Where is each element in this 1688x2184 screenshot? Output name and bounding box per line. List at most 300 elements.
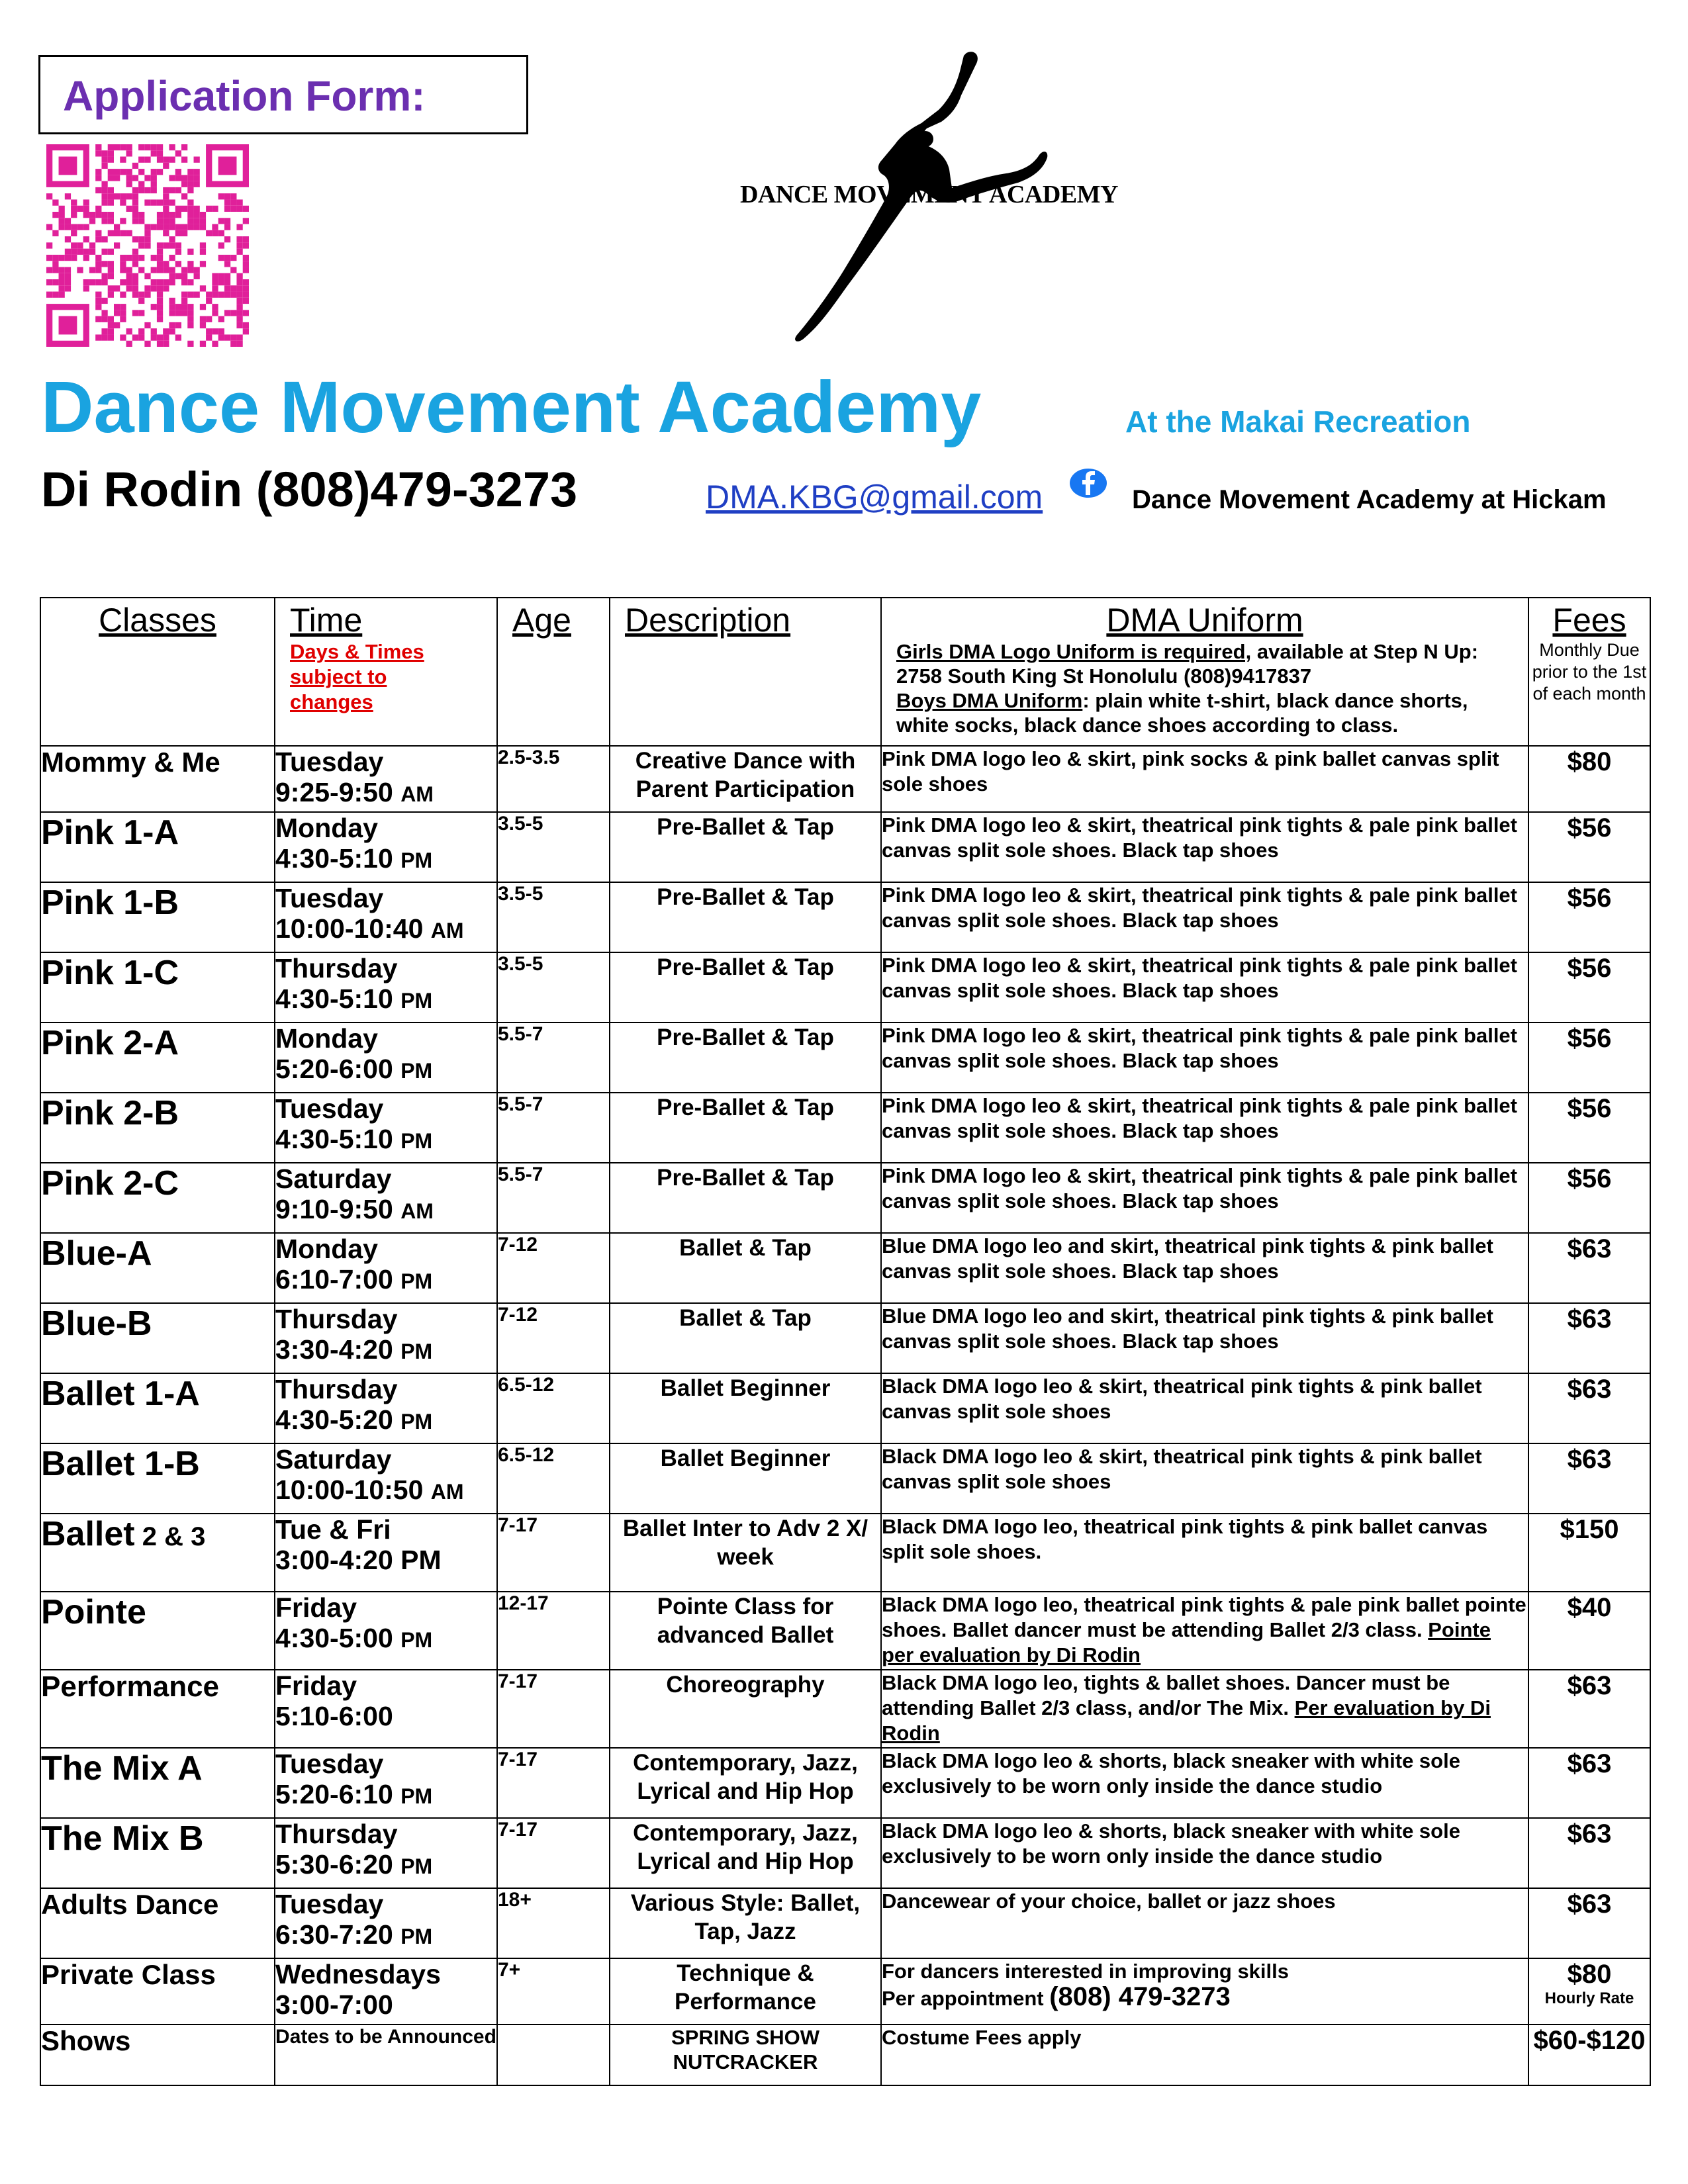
qr-module <box>151 267 157 273</box>
qr-module <box>126 267 132 273</box>
class-age: 7-17 <box>497 1748 610 1818</box>
qr-module <box>65 279 71 285</box>
class-time: Monday 5:20-6:00 PM <box>275 1023 497 1093</box>
qr-module <box>236 199 242 205</box>
qr-module <box>181 230 187 236</box>
qr-module <box>77 249 83 255</box>
qr-module <box>108 218 114 224</box>
qr-module <box>144 341 150 347</box>
qr-module <box>163 261 169 267</box>
class-description: Pre-Ballet & Tap <box>610 952 881 1023</box>
qr-module <box>212 292 218 298</box>
qr-module <box>163 242 169 248</box>
qr-module <box>169 273 175 279</box>
qr-module <box>169 304 175 310</box>
qr-module <box>101 163 107 169</box>
qr-module <box>224 261 230 267</box>
qr-module <box>138 255 144 261</box>
qr-module <box>126 285 132 291</box>
table-row <box>40 1443 1650 1514</box>
qr-module <box>132 255 138 261</box>
qr-module <box>157 212 163 218</box>
qr-module <box>218 279 224 285</box>
class-uniform: Dancewear of your choice, ballet or jazz shoes <box>881 1888 1528 1958</box>
qr-module <box>132 261 138 267</box>
qr-module <box>114 169 120 175</box>
qr-module <box>101 218 107 224</box>
class-description: Technique & Performance <box>610 1958 881 2025</box>
class-uniform: Black DMA logo leo & skirt, theatrical pink tights & pink ballet canvas split sole shoes <box>881 1443 1528 1514</box>
qr-module <box>175 334 181 340</box>
qr-module <box>151 144 157 150</box>
class-schedule-table <box>40 597 1651 2086</box>
qr-module <box>138 334 144 340</box>
qr-module <box>144 175 150 181</box>
table-row <box>40 882 1650 952</box>
class-fee: $63 <box>1528 1373 1650 1443</box>
qr-module <box>163 224 169 230</box>
class-name: Pink 1-A <box>40 812 275 882</box>
qr-module <box>95 230 101 236</box>
class-time: Dates to be Announced <box>275 2025 497 2085</box>
qr-module <box>151 150 157 156</box>
qr-module <box>230 285 236 291</box>
qr-module <box>46 279 52 285</box>
qr-module <box>169 187 175 193</box>
qr-module <box>224 292 230 298</box>
qr-module <box>83 279 89 285</box>
qr-module <box>77 206 83 212</box>
qr-module <box>59 285 65 291</box>
qr-module <box>101 298 107 304</box>
qr-module <box>126 181 132 187</box>
qr-module <box>144 144 150 150</box>
qr-module <box>218 193 224 199</box>
qr-module <box>52 199 58 205</box>
qr-module <box>71 224 77 230</box>
qr-module <box>120 292 126 298</box>
qr-module <box>230 193 236 199</box>
qr-module <box>101 261 107 267</box>
qr-module <box>132 273 138 279</box>
qr-module <box>132 175 138 181</box>
qr-module <box>187 341 193 347</box>
qr-module <box>181 279 187 285</box>
class-uniform: Pink DMA logo leo & skirt, theatrical pink tights & pale pink ballet canvas split sole shoes. Black tap shoes <box>881 882 1528 952</box>
qr-module <box>46 224 52 230</box>
qr-module <box>212 310 218 316</box>
qr-module <box>95 236 101 242</box>
qr-module <box>200 242 206 248</box>
qr-module <box>114 304 120 310</box>
table-row <box>40 2025 1650 2085</box>
class-uniform: Black DMA logo leo & shorts, black sneaker with white sole exclusively to be worn only inside the dance studio <box>881 1818 1528 1888</box>
class-time: Tuesday 5:20-6:10 PM <box>275 1748 497 1818</box>
qr-module <box>101 249 107 255</box>
qr-module <box>175 169 181 175</box>
qr-module <box>95 334 101 340</box>
qr-module <box>108 267 114 273</box>
class-uniform: For dancers interested in improving skills Per appointment (808) 479-3273 <box>881 1958 1528 2025</box>
class-age <box>497 2025 610 2085</box>
class-uniform: Pink DMA logo leo & skirt, theatrical pink tights & pale pink ballet canvas split sole shoes. Black tap shoes <box>881 952 1528 1023</box>
qr-module <box>169 255 175 261</box>
qr-module <box>120 199 126 205</box>
qr-module <box>138 218 144 224</box>
application-form-box <box>38 55 528 134</box>
qr-module <box>169 328 175 334</box>
class-uniform: Black DMA logo leo & shorts, black sneaker with white sole exclusively to be worn only inside the dance studio <box>881 1748 1528 1818</box>
qr-module <box>101 334 107 340</box>
qr-module <box>114 322 120 328</box>
qr-module <box>163 285 169 291</box>
qr-module <box>95 304 101 310</box>
qr-module <box>157 334 163 340</box>
qr-module <box>181 206 187 212</box>
class-age: 2.5-3.5 <box>497 746 610 812</box>
qr-module <box>59 267 65 273</box>
qr-module <box>101 199 107 205</box>
qr-module <box>187 249 193 255</box>
qr-module <box>200 218 206 224</box>
qr-module <box>169 175 175 181</box>
class-description: Pre-Ballet & Tap <box>610 1093 881 1163</box>
class-description: Pre-Ballet & Tap <box>610 1023 881 1093</box>
qr-module <box>157 298 163 304</box>
qr-module <box>101 328 107 334</box>
class-time: Wednesdays 3:00-7:00 <box>275 1958 497 2025</box>
qr-module <box>200 212 206 218</box>
qr-module <box>95 150 101 156</box>
qr-module <box>101 187 107 193</box>
qr-module <box>120 279 126 285</box>
class-description: Ballet & Tap <box>610 1233 881 1303</box>
qr-module <box>157 304 163 310</box>
qr-module <box>200 304 206 310</box>
qr-module <box>181 224 187 230</box>
qr-module <box>138 328 144 334</box>
qr-module <box>236 334 242 340</box>
qr-module <box>163 206 169 212</box>
table-row <box>40 1233 1650 1303</box>
class-age: 7+ <box>497 1958 610 2025</box>
qr-module <box>83 236 89 242</box>
class-name: Pink 2-B <box>40 1093 275 1163</box>
qr-module <box>114 144 120 150</box>
qr-module <box>114 175 120 181</box>
qr-module <box>144 285 150 291</box>
class-description: Pre-Ballet & Tap <box>610 882 881 952</box>
class-time: Thursday 4:30-5:10 PM <box>275 952 497 1023</box>
qr-module <box>71 206 77 212</box>
qr-module <box>187 292 193 298</box>
qr-module <box>83 224 89 230</box>
class-name: Ballet 2 & 3 <box>40 1514 275 1592</box>
class-fee: $150 <box>1528 1514 1650 1592</box>
qr-module <box>114 285 120 291</box>
facebook-icon[interactable] <box>1067 463 1107 503</box>
class-age: 7-12 <box>497 1303 610 1373</box>
qr-module <box>243 322 249 328</box>
qr-module <box>71 230 77 236</box>
class-name: Ballet 1-B <box>40 1443 275 1514</box>
contact-name-phone: Di Rodin (808)479-3273 <box>41 462 578 517</box>
qr-module <box>151 279 157 285</box>
qr-module <box>181 304 187 310</box>
qr-module <box>126 193 132 199</box>
class-fee: $63 <box>1528 1748 1650 1818</box>
email-link[interactable]: DMA.KBG@gmail.com <box>706 478 1043 516</box>
qr-module <box>175 230 181 236</box>
qr-module <box>138 144 144 150</box>
class-age: 12-17 <box>497 1592 610 1670</box>
qr-code[interactable] <box>46 144 249 347</box>
time-change-note: Days & Times subject to changes <box>290 640 424 713</box>
qr-module <box>243 279 249 285</box>
qr-module <box>200 224 206 230</box>
qr-module <box>132 236 138 242</box>
qr-module <box>157 242 163 248</box>
qr-module <box>132 206 138 212</box>
class-name: Adults Dance <box>40 1888 275 1958</box>
qr-module <box>101 316 107 322</box>
qr-module <box>224 236 230 242</box>
qr-module <box>218 292 224 298</box>
class-time: Thursday 5:30-6:20 PM <box>275 1818 497 1888</box>
qr-module <box>138 236 144 242</box>
qr-module <box>71 249 77 255</box>
header-time: Time Days & Times subject to changes <box>275 598 497 746</box>
qr-module <box>157 224 163 230</box>
qr-module <box>236 224 242 230</box>
qr-module <box>169 157 175 163</box>
academy-location: At the Makai Recreation <box>1125 404 1471 439</box>
qr-module <box>132 193 138 199</box>
qr-module <box>243 267 249 273</box>
qr-module <box>126 175 132 181</box>
qr-module <box>144 242 150 248</box>
qr-module <box>52 279 58 285</box>
qr-module <box>236 206 242 212</box>
qr-module <box>114 193 120 199</box>
qr-module <box>126 328 132 334</box>
qr-module <box>126 341 132 347</box>
class-description: Ballet Beginner <box>610 1373 881 1443</box>
class-description: Contemporary, Jazz, Lyrical and Hip Hop <box>610 1818 881 1888</box>
qr-module <box>77 224 83 230</box>
qr-module <box>187 181 193 187</box>
qr-module <box>243 328 249 334</box>
qr-module <box>194 157 200 163</box>
qr-module <box>157 285 163 291</box>
qr-module <box>236 249 242 255</box>
class-time: Saturday 9:10-9:50 AM <box>275 1163 497 1233</box>
qr-module <box>169 224 175 230</box>
qr-module <box>132 334 138 340</box>
class-uniform: Black DMA logo leo, theatrical pink tights & pale pink ballet pointe shoes. Ballet dancer must be attending Ballet 2/3 class. Pointe per evaluation by Di Rodin <box>881 1592 1528 1670</box>
qr-module <box>236 279 242 285</box>
qr-module <box>120 261 126 267</box>
qr-module <box>46 255 52 261</box>
class-age: 7-17 <box>497 1514 610 1592</box>
class-uniform: Pink DMA logo leo & skirt, theatrical pink tights & pale pink ballet canvas split sole shoes. Black tap shoes <box>881 1163 1528 1233</box>
qr-module <box>132 212 138 218</box>
table-row <box>40 952 1650 1023</box>
qr-module <box>212 224 218 230</box>
table-row <box>40 1670 1650 1748</box>
qr-module <box>132 218 138 224</box>
table-row <box>40 1818 1650 1888</box>
qr-module <box>120 334 126 340</box>
qr-module <box>157 310 163 316</box>
qr-module <box>65 224 71 230</box>
application-form-title: Application Form: <box>63 72 426 120</box>
class-fee: $40 <box>1528 1592 1650 1670</box>
qr-module <box>59 224 65 230</box>
qr-module <box>243 298 249 304</box>
qr-module <box>108 261 114 267</box>
qr-module <box>175 212 181 218</box>
class-time: Tuesday 9:25-9:50 AM <box>275 746 497 812</box>
qr-module <box>101 310 107 316</box>
class-description: Ballet & Tap <box>610 1303 881 1373</box>
qr-module <box>151 187 157 193</box>
qr-module <box>206 292 212 298</box>
qr-module <box>132 279 138 285</box>
qr-module <box>175 273 181 279</box>
class-time: Thursday 3:30-4:20 PM <box>275 1303 497 1373</box>
qr-module <box>175 206 181 212</box>
qr-module <box>181 175 187 181</box>
table-row <box>40 1748 1650 1818</box>
qr-module <box>169 267 175 273</box>
table-row <box>40 1023 1650 1093</box>
class-age: 5.5-7 <box>497 1023 610 1093</box>
qr-module <box>144 157 150 163</box>
qr-module <box>83 212 89 218</box>
qr-module <box>126 206 132 212</box>
qr-module <box>175 322 181 328</box>
qr-module <box>187 224 193 230</box>
qr-module <box>89 279 95 285</box>
qr-module <box>52 261 58 267</box>
qr-module <box>218 316 224 322</box>
table-row <box>40 1592 1650 1670</box>
class-name: The Mix A <box>40 1748 275 1818</box>
header-fees: Fees Monthly Due prior to the 1st of each month <box>1528 598 1650 746</box>
qr-module <box>95 279 101 285</box>
qr-module <box>163 334 169 340</box>
qr-module <box>175 175 181 181</box>
qr-module <box>126 230 132 236</box>
qr-module <box>230 292 236 298</box>
qr-module <box>138 298 144 304</box>
qr-module <box>126 144 132 150</box>
class-fee: $56 <box>1528 1093 1650 1163</box>
qr-module <box>138 212 144 218</box>
qr-module <box>157 249 163 255</box>
qr-module <box>95 212 101 218</box>
qr-module <box>157 341 163 347</box>
qr-module <box>126 273 132 279</box>
qr-module <box>212 285 218 291</box>
qr-module <box>175 304 181 310</box>
qr-module <box>101 150 107 156</box>
qr-module <box>108 292 114 298</box>
qr-module <box>108 334 114 340</box>
header-age: Age <box>497 598 610 746</box>
qr-module <box>108 187 114 193</box>
qr-module <box>138 169 144 175</box>
qr-module <box>157 157 163 163</box>
qr-module <box>59 206 65 212</box>
qr-module <box>151 181 157 187</box>
qr-module <box>46 193 52 199</box>
qr-module <box>101 181 107 187</box>
class-age: 7-17 <box>497 1670 610 1748</box>
qr-module <box>181 157 187 163</box>
class-time: Tue & Fri 3:00-4:20 PM <box>275 1514 497 1592</box>
class-description: Various Style: Ballet, Tap, Jazz <box>610 1888 881 1958</box>
class-age: 5.5-7 <box>497 1093 610 1163</box>
qr-module <box>187 199 193 205</box>
class-fee: $56 <box>1528 812 1650 882</box>
qr-module <box>151 304 157 310</box>
class-name: Blue-A <box>40 1233 275 1303</box>
table-row <box>40 1303 1650 1373</box>
class-age: 3.5-5 <box>497 812 610 882</box>
facebook-page-name[interactable]: Dance Movement Academy at Hickam <box>1132 485 1607 514</box>
qr-module <box>52 292 58 298</box>
qr-module <box>120 169 126 175</box>
qr-module <box>175 261 181 267</box>
class-description: Contemporary, Jazz, Lyrical and Hip Hop <box>610 1748 881 1818</box>
qr-module <box>230 267 236 273</box>
qr-module <box>194 267 200 273</box>
class-age: 6.5-12 <box>497 1443 610 1514</box>
qr-module <box>236 316 242 322</box>
qr-module <box>59 279 65 285</box>
class-fee: $56 <box>1528 1163 1650 1233</box>
qr-module <box>89 267 95 273</box>
qr-module <box>132 292 138 298</box>
qr-module <box>59 255 65 261</box>
qr-module <box>52 255 58 261</box>
qr-module <box>181 273 187 279</box>
qr-module <box>157 292 163 298</box>
qr-module <box>95 292 101 298</box>
qr-module <box>206 230 212 236</box>
qr-module <box>132 310 138 316</box>
qr-module <box>46 242 52 248</box>
class-time: Saturday 10:00-10:50 AM <box>275 1443 497 1514</box>
class-description: Pre-Ballet & Tap <box>610 812 881 882</box>
class-description: Pre-Ballet & Tap <box>610 1163 881 1233</box>
qr-module <box>89 242 95 248</box>
qr-module <box>206 206 212 212</box>
qr-module <box>108 285 114 291</box>
qr-module <box>108 199 114 205</box>
class-uniform: Blue DMA logo leo and skirt, theatrical pink tights & pink ballet canvas split sole shoes. Black tap shoes <box>881 1303 1528 1373</box>
qr-module <box>175 242 181 248</box>
qr-module <box>65 255 71 261</box>
qr-module <box>144 236 150 242</box>
qr-module <box>187 279 193 285</box>
class-uniform: Pink DMA logo leo & skirt, theatrical pink tights & pale pink ballet canvas split sole shoes. Black tap shoes <box>881 1023 1528 1093</box>
qr-module <box>212 279 218 285</box>
qr-module <box>224 334 230 340</box>
qr-module <box>120 193 126 199</box>
